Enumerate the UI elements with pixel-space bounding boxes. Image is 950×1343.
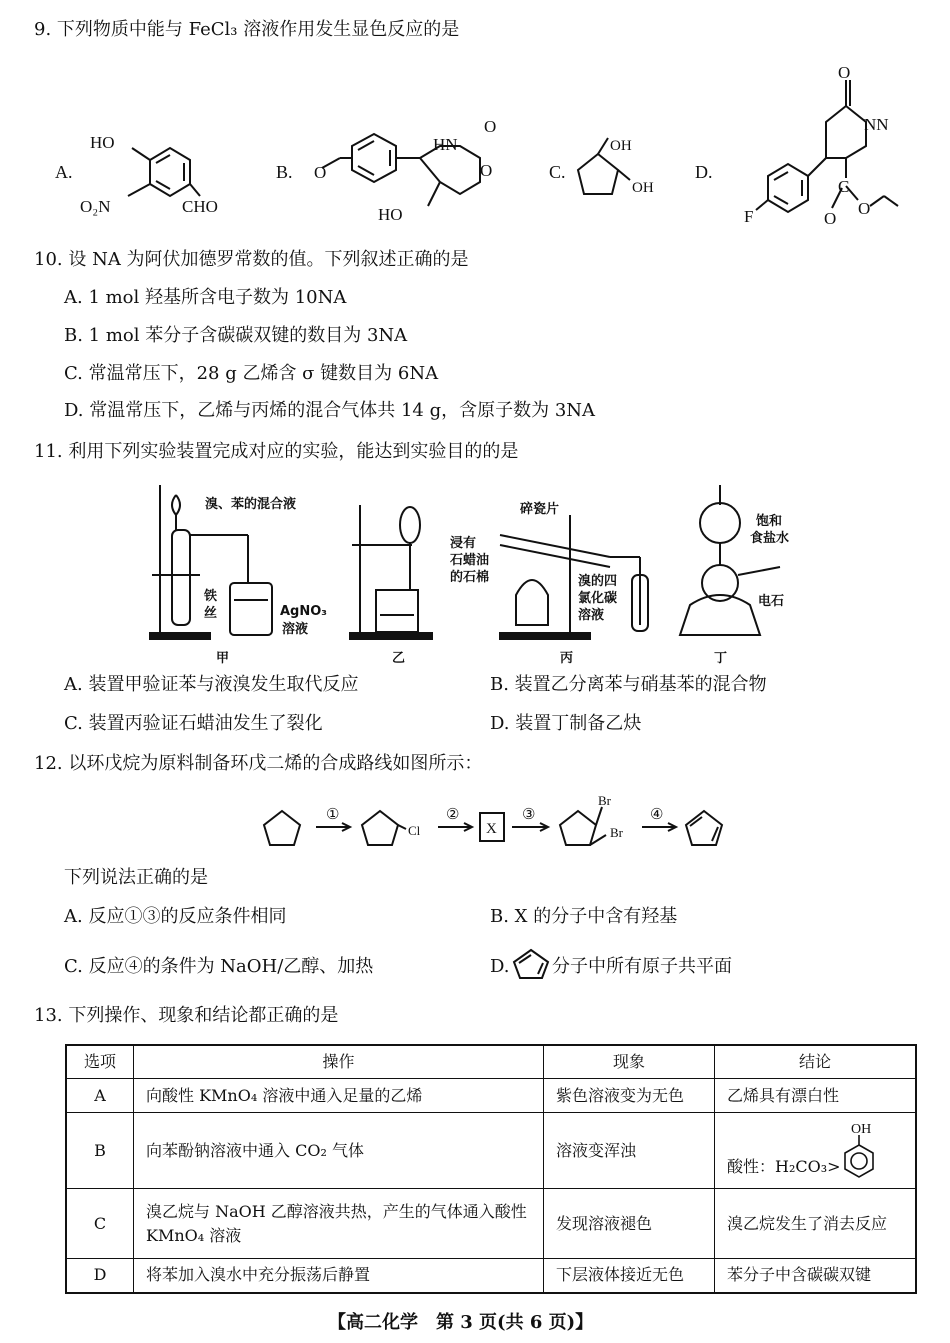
caption-ding: 丁 <box>714 651 728 666</box>
b-nh: HN <box>433 135 458 154</box>
jia-iron-label: 铁 <box>204 589 218 604</box>
d-nh: NN <box>864 115 889 134</box>
operation-line-1: 溴乙烷与 NaOH 乙醇溶液共热，产生的气体通入酸性 <box>146 1201 527 1221</box>
row-operation: 向酸性 KMnO₄ 溶液中通入足量的乙烯 <box>134 1079 544 1113</box>
q11-stem: 11. 利用下列实验装置完成对应的实验，能达到实验目的的是 <box>34 441 519 462</box>
table-row <box>66 1113 916 1189</box>
q10-stem: 10. 设 NA 为阿伏加德罗常数的值。下列叙述正确的是 <box>34 249 469 270</box>
caption-yi: 乙 <box>392 651 406 666</box>
chloro-label: Cl <box>408 823 421 838</box>
phenol-oh-label: OH <box>851 1121 872 1137</box>
q13-table <box>65 1044 917 1294</box>
row-phenomenon: 下层液体接近无色 <box>544 1259 715 1293</box>
q12-option-c: C. 反应④的条件为 NaOH/乙醇、加热 <box>64 956 374 977</box>
q10-option-c: C. 常温常压下，28 g 乙烯含 σ 键数目为 6NA <box>64 363 439 384</box>
row-operation: 向苯酚钠溶液中通入 CO₂ 气体 <box>134 1113 544 1189</box>
header-operation: 操作 <box>134 1045 544 1079</box>
q11-option-a: A. 装置甲验证苯与液溴发生取代反应 <box>64 674 359 695</box>
caption-bing: 丙 <box>560 651 574 666</box>
d-ester-o1: O <box>824 209 837 228</box>
step-4: ④ <box>650 807 664 823</box>
row-option: A <box>66 1079 134 1113</box>
q10-option-d: D. 常温常压下，乙烯与丙烯的混合气体共 14 g，含原子数为 3NA <box>64 400 596 421</box>
jia-wire-label: 丝 <box>204 606 218 621</box>
q11-option-c: C. 装置丙验证石蜡油发生了裂化 <box>64 713 323 734</box>
d-fluoro: F <box>744 207 754 226</box>
row-option: C <box>66 1189 134 1259</box>
bromo-label-1: Br <box>598 793 611 808</box>
row-conclusion: 溴乙烷发生了消去反应 <box>715 1189 917 1259</box>
row-conclusion: 苯分子中含碳碳双键 <box>715 1259 917 1293</box>
cyclopentadiene-icon <box>510 946 552 982</box>
page-footer: 【高二化学 第 3 页(共 6 页)】 <box>328 1312 594 1333</box>
q12-stem: 12. 以环戊烷为原料制备环戊二烯的合成路线如图所示： <box>34 753 483 774</box>
row-phenomenon: 发现溶液褪色 <box>544 1189 715 1259</box>
intermediate-x: X <box>486 821 497 837</box>
operation-line-2: KMnO₄ 溶液 <box>146 1225 242 1245</box>
header-option: 选项 <box>66 1045 134 1079</box>
q9-stem: 9. 下列物质中能与 FeCl₃ 溶液作用发生显色反应的是 <box>34 19 460 40</box>
q12-option-d-letter: D. <box>490 956 510 977</box>
q9-d-letter: D. <box>695 162 713 182</box>
row-phenomenon: 紫色溶液变为无色 <box>544 1079 715 1113</box>
header-conclusion: 结论 <box>715 1045 917 1079</box>
d-carbon: C <box>838 177 850 196</box>
step-2: ② <box>446 807 460 823</box>
bromo-label-2: Br <box>610 825 623 840</box>
table-row <box>66 1079 916 1113</box>
b-ho: HO <box>378 205 403 224</box>
q12-option-a: A. 反应①③的反应条件相同 <box>64 906 287 927</box>
header-phenomenon: 现象 <box>544 1045 715 1079</box>
jia-agno3-label: AgNO₃ <box>280 604 327 619</box>
aldehyde-label: CHO <box>182 197 218 216</box>
q9-a-letter: A. <box>55 162 73 182</box>
acidity-text: 酸性：H₂CO₃> <box>727 1156 841 1176</box>
table-row <box>66 1259 916 1293</box>
q12-route <box>250 785 730 865</box>
b-methoxy-o: O <box>314 163 327 182</box>
jia-top-label: 溴、苯的混合液 <box>205 497 297 512</box>
c-oh2: OH <box>632 180 654 196</box>
hydroxy-label: HO <box>90 133 115 152</box>
q11-apparatus <box>0 475 950 670</box>
bing-right-2: 氯化碳 <box>578 591 618 606</box>
b-carbonyl-o: O <box>484 117 497 136</box>
step-3: ③ <box>522 807 536 823</box>
row-operation: 将苯加入溴水中充分振荡后静置 <box>134 1259 544 1293</box>
step-1: ① <box>326 807 340 823</box>
q9-structures <box>0 50 950 240</box>
bing-label-2: 石蜡油 <box>450 553 490 568</box>
row-option: D <box>66 1259 134 1293</box>
q12-option-b: B. X 的分子中含有羟基 <box>490 906 678 927</box>
q11-option-d: D. 装置丁制备乙炔 <box>490 713 642 734</box>
bing-porcelain-label: 碎瓷片 <box>520 502 560 517</box>
q10-option-b: B. 1 mol 苯分子含碳碳双键的数目为 3NA <box>64 325 408 346</box>
phenol-icon <box>839 1119 889 1183</box>
q12-subprompt: 下列说法正确的是 <box>64 867 208 888</box>
q9-b-letter: B. <box>276 162 293 182</box>
bing-label-3: 的石棉 <box>450 570 490 585</box>
bing-right-3: 溶液 <box>578 608 605 623</box>
ding-label-2: 食盐水 <box>750 531 790 546</box>
bing-label-1: 浸有 <box>450 536 477 551</box>
row-conclusion: 乙烯具有漂白性 <box>715 1079 917 1113</box>
ding-carbide-label: 电石 <box>758 594 785 609</box>
nitro-label: O₂N <box>80 197 111 216</box>
ding-label-1: 饱和 <box>756 514 783 529</box>
bing-right-1: 溴的四 <box>578 574 618 589</box>
d-carbonyl-o: O <box>838 63 851 82</box>
b-ring-o: O <box>480 161 493 180</box>
table-row <box>66 1189 916 1259</box>
q13-stem: 13. 下列操作、现象和结论都正确的是 <box>34 1005 339 1026</box>
row-operation <box>134 1189 544 1259</box>
row-conclusion <box>715 1113 917 1189</box>
q10-option-a: A. 1 mol 羟基所含电子数为 10NA <box>64 287 347 308</box>
q12-option-d-text: 分子中所有原子共平面 <box>552 956 732 977</box>
row-option: B <box>66 1113 134 1189</box>
caption-jia: 甲 <box>216 651 230 666</box>
row-phenomenon: 溶液变浑浊 <box>544 1113 715 1189</box>
c-oh1: OH <box>610 138 632 154</box>
jia-solution-label: 溶液 <box>282 622 309 637</box>
q9-c-letter: C. <box>549 162 566 182</box>
d-ester-o2: O <box>858 199 871 218</box>
q11-option-b: B. 装置乙分离苯与硝基苯的混合物 <box>490 674 767 695</box>
